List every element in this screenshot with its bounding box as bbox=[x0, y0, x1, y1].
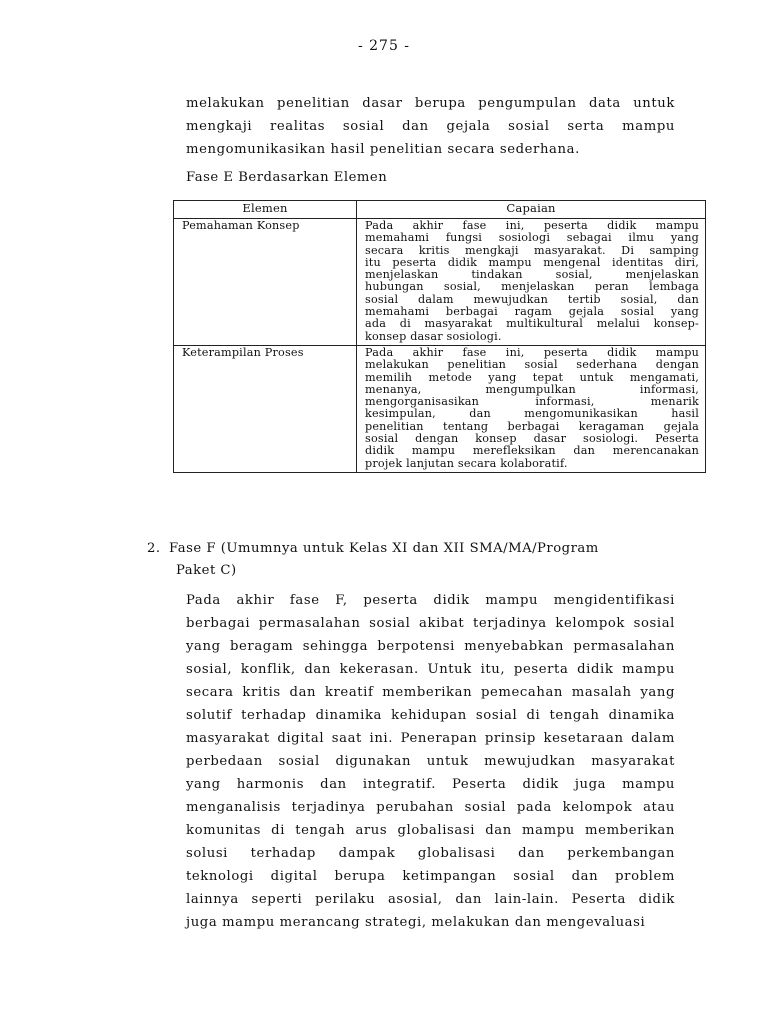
text-line: secara kritis mengkaji masyarakat. Di samping bbox=[365, 243, 699, 257]
table-header-row bbox=[174, 201, 706, 219]
text-line: konsep dasar sosiologi. bbox=[365, 329, 502, 343]
text-line: teknologi digital berupa ketimpangan sosial dan problem bbox=[186, 869, 675, 884]
text-line: solutif terhadap dinamika kehidupan sosial di tengah dinamika bbox=[186, 708, 675, 723]
text-line: sosial dalam mewujudkan tertib sosial, dan bbox=[365, 292, 699, 306]
text-line: sosial dengan konsep dasar sosiologi. Peserta bbox=[365, 432, 699, 446]
text-line: ada di masyarakat multikultural melalui konsep- bbox=[365, 317, 699, 331]
column-header-elemen: Elemen bbox=[174, 201, 357, 219]
text-line: melakukan penelitian sosial sederhana dengan bbox=[365, 358, 699, 372]
text-line: mengomunikasikan hasil penelitian secara sederhana. bbox=[186, 142, 580, 157]
table-row bbox=[174, 219, 706, 346]
text-line: kesimpulan, dan mengomunikasikan hasil bbox=[365, 407, 699, 421]
text-line: solusi terhadap dampak globalisasi dan perkembangan bbox=[186, 846, 675, 861]
list-title-line: Fase F (Umumnya untuk Kelas XI dan XII SMA/MA/Program bbox=[169, 541, 599, 556]
text-line: menjelaskan tindakan sosial, menjelaskan bbox=[365, 268, 699, 282]
text-line: mengorganisasikan informasi, menarik bbox=[365, 395, 699, 409]
text-line: Pada akhir fase ini, peserta didik mampu bbox=[365, 345, 699, 359]
text-line: perbedaan sosial digunakan untuk mewujudkan masyarakat bbox=[186, 754, 675, 769]
text-line: Pada akhir fase ini, peserta didik mampu bbox=[365, 219, 699, 232]
table-row bbox=[174, 345, 706, 472]
column-header-capaian: Capaian bbox=[357, 201, 706, 219]
text-line: itu peserta didik mampu mengenal identitas diri, bbox=[365, 255, 699, 269]
text-line: didik mampu merefleksikan dan merencanakan bbox=[365, 444, 699, 458]
text-line: lainnya seperti perilaku asosial, dan lain-lain. Peserta didik bbox=[186, 892, 675, 907]
capaian-cell bbox=[357, 219, 706, 346]
text-line: hubungan sosial, menjelaskan peran lembaga bbox=[365, 280, 699, 294]
text-line: memahami fungsi sosiologi sebagai ilmu yang bbox=[365, 231, 699, 245]
text-line: yang beragam sehingga berpotensi menyebabkan permasalahan bbox=[186, 639, 675, 654]
text-line: penelitian tentang berbagai keragaman gejala bbox=[365, 419, 699, 433]
phase-e-table bbox=[173, 200, 706, 473]
page-number: - 275 - bbox=[357, 38, 411, 54]
text-line: Pada akhir fase F, peserta didik mampu mengidentifikasi bbox=[186, 593, 675, 608]
text-line: projek lanjutan secara kolaboratif. bbox=[365, 456, 568, 470]
intro-paragraph bbox=[186, 92, 675, 161]
text-line: komunitas di tengah arus globalisasi dan mampu memberikan bbox=[186, 823, 675, 838]
capaian-cell bbox=[357, 345, 706, 472]
section-heading: Fase E Berdasarkan Elemen bbox=[186, 170, 388, 185]
text-line: mengkaji realitas sosial dan gejala sosial serta mampu bbox=[186, 119, 675, 134]
text-line: memahami berbagai ragam gejala sosial yang bbox=[365, 305, 699, 319]
elemen-cell: Keterampilan Proses bbox=[174, 345, 357, 472]
fase-f-paragraph bbox=[186, 589, 675, 934]
text-line: secara kritis dan kreatif memberikan pemecahan masalah yang bbox=[186, 685, 675, 700]
text-line: memilih metode yang tepat untuk mengamati, bbox=[365, 370, 699, 384]
elemen-cell: Pemahaman Konsep bbox=[174, 219, 357, 346]
list-item-fase-f bbox=[147, 538, 667, 582]
text-line: berbagai permasalahan sosial akibat terjadinya kelompok sosial bbox=[186, 616, 675, 631]
text-line: menanya, mengumpulkan informasi, bbox=[365, 382, 699, 396]
text-line: masyarakat digital saat ini. Penerapan prinsip kesetaraan dalam bbox=[186, 731, 675, 746]
text-line: sosial, konflik, dan kekerasan. Untuk itu, peserta didik mampu bbox=[186, 662, 675, 677]
list-title-line: Paket C) bbox=[176, 563, 237, 578]
text-line: yang harmonis dan integratif. Peserta didik juga mampu bbox=[186, 777, 675, 792]
text-line: juga mampu merancang strategi, melakukan dan mengevaluasi bbox=[186, 915, 646, 930]
list-number: 2. bbox=[147, 541, 161, 556]
text-line: melakukan penelitian dasar berupa pengumpulan data untuk bbox=[186, 96, 675, 111]
text-line: menganalisis terjadinya perubahan sosial pada kelompok atau bbox=[186, 800, 675, 815]
